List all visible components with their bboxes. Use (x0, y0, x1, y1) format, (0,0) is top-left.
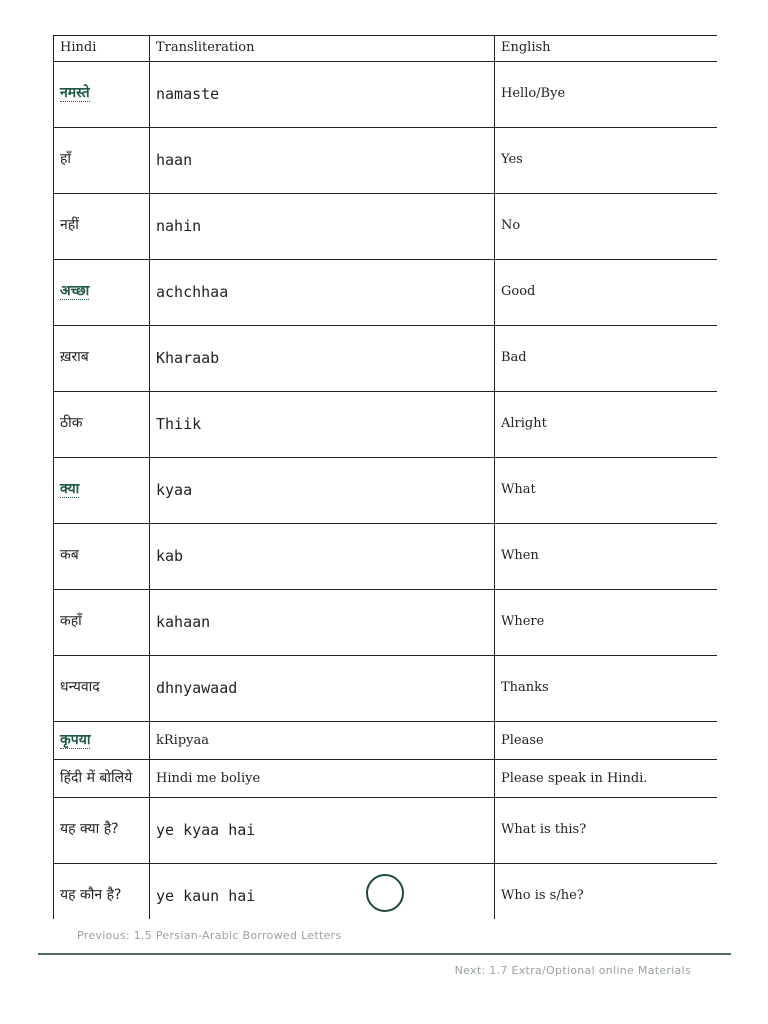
transliteration-text: namaste (156, 85, 220, 103)
hindi-word: ख़राब (60, 349, 89, 365)
table-row (54, 326, 718, 392)
english-text: Thanks (501, 680, 549, 695)
transliteration-text: Hindi me boliye (156, 771, 261, 786)
transliteration-text: kRipyaa (156, 733, 209, 748)
vocabulary-table-container (53, 35, 717, 919)
table-row (54, 194, 718, 260)
hindi-word: हाँ (60, 151, 72, 167)
transliteration-cell (150, 590, 495, 656)
english-cell (495, 326, 718, 392)
hindi-cell (54, 326, 150, 392)
hindi-cell (54, 864, 150, 920)
transliteration-cell (150, 458, 495, 524)
english-cell (495, 798, 718, 864)
hindi-cell (54, 458, 150, 524)
english-text: When (501, 548, 539, 563)
english-cell (495, 128, 718, 194)
header-hindi: Hindi (54, 36, 150, 62)
table-row (54, 656, 718, 722)
header-english: English (495, 36, 718, 62)
transliteration-cell (150, 656, 495, 722)
hindi-word: यह कौन है? (60, 887, 122, 903)
english-cell (495, 194, 718, 260)
hindi-word: कब (60, 547, 79, 563)
transliteration-cell (150, 864, 495, 920)
english-cell (495, 524, 718, 590)
hindi-word: यह क्या है? (60, 821, 119, 837)
english-cell (495, 458, 718, 524)
english-text: What is this? (501, 822, 587, 837)
table-row (54, 458, 718, 524)
transliteration-cell (150, 128, 495, 194)
hindi-word: कहाँ (60, 613, 82, 629)
transliteration-text: kyaa (156, 481, 193, 499)
english-text: No (501, 218, 521, 233)
table-row (54, 590, 718, 656)
table-row (54, 760, 718, 798)
english-cell (495, 392, 718, 458)
hindi-cell (54, 760, 150, 798)
english-cell (495, 656, 718, 722)
transliteration-cell (150, 62, 495, 128)
transliteration-cell (150, 260, 495, 326)
transliteration-cell (150, 760, 495, 798)
transliteration-text: kahaan (156, 613, 211, 631)
table-row (54, 392, 718, 458)
table-body (54, 62, 718, 920)
english-text: Hello/Bye (501, 86, 566, 101)
hindi-cell (54, 392, 150, 458)
header-transliteration: Transliteration (150, 36, 495, 62)
transliteration-text: haan (156, 151, 193, 169)
english-text: Where (501, 614, 545, 629)
hindi-cell (54, 62, 150, 128)
transliteration-cell (150, 392, 495, 458)
next-page-link[interactable]: Next: 1.7 Extra/Optional online Materials (454, 964, 691, 977)
hindi-cell (54, 194, 150, 260)
english-text: Please speak in Hindi. (501, 771, 648, 786)
hindi-cell (54, 128, 150, 194)
transliteration-cell (150, 326, 495, 392)
vocabulary-table (53, 35, 717, 919)
transliteration-text: ye kaun hai (156, 887, 256, 905)
hindi-word: ठीक (60, 415, 83, 431)
transliteration-text: dhnyawaad (156, 679, 238, 697)
transliteration-cell (150, 798, 495, 864)
english-text: Yes (501, 152, 523, 167)
english-cell (495, 260, 718, 326)
english-text: Who is s/he? (501, 888, 584, 903)
transliteration-text: ye kyaa hai (156, 821, 256, 839)
circle-marker (366, 874, 404, 912)
table-row (54, 722, 718, 760)
hindi-word: धन्यवाद (60, 679, 100, 695)
hindi-word: हिंदी में बोलिये (60, 770, 133, 786)
table-header-row (54, 36, 718, 62)
transliteration-cell (150, 194, 495, 260)
transliteration-text: achchhaa (156, 283, 229, 301)
transliteration-text: kab (156, 547, 184, 565)
transliteration-text: nahin (156, 217, 202, 235)
english-cell (495, 722, 718, 760)
table-row (54, 798, 718, 864)
english-text: Good (501, 284, 536, 299)
hindi-cell (54, 798, 150, 864)
english-cell (495, 62, 718, 128)
table-row (54, 62, 718, 128)
english-cell (495, 864, 718, 920)
table-row (54, 524, 718, 590)
hindi-word-link[interactable]: कृपया (60, 732, 91, 748)
english-text: Alright (501, 416, 547, 431)
footer-divider (38, 953, 731, 955)
english-cell (495, 590, 718, 656)
english-text: Bad (501, 350, 527, 365)
english-text: What (501, 482, 536, 497)
hindi-cell (54, 260, 150, 326)
english-cell (495, 760, 718, 798)
transliteration-text: Kharaab (156, 349, 220, 367)
hindi-word-link[interactable]: क्या (60, 481, 80, 497)
hindi-word-link[interactable]: अच्छा (60, 283, 90, 299)
hindi-cell (54, 590, 150, 656)
hindi-word-link[interactable]: नमस्ते (60, 85, 90, 101)
hindi-cell (54, 524, 150, 590)
table-row (54, 128, 718, 194)
previous-page-link[interactable]: Previous: 1.5 Persian-Arabic Borrowed Letters (77, 929, 342, 942)
transliteration-cell (150, 722, 495, 760)
transliteration-cell (150, 524, 495, 590)
hindi-cell (54, 722, 150, 760)
hindi-cell (54, 656, 150, 722)
english-text: Please (501, 733, 544, 748)
transliteration-text: Thiik (156, 415, 202, 433)
table-row (54, 260, 718, 326)
hindi-word: नहीं (60, 217, 79, 233)
